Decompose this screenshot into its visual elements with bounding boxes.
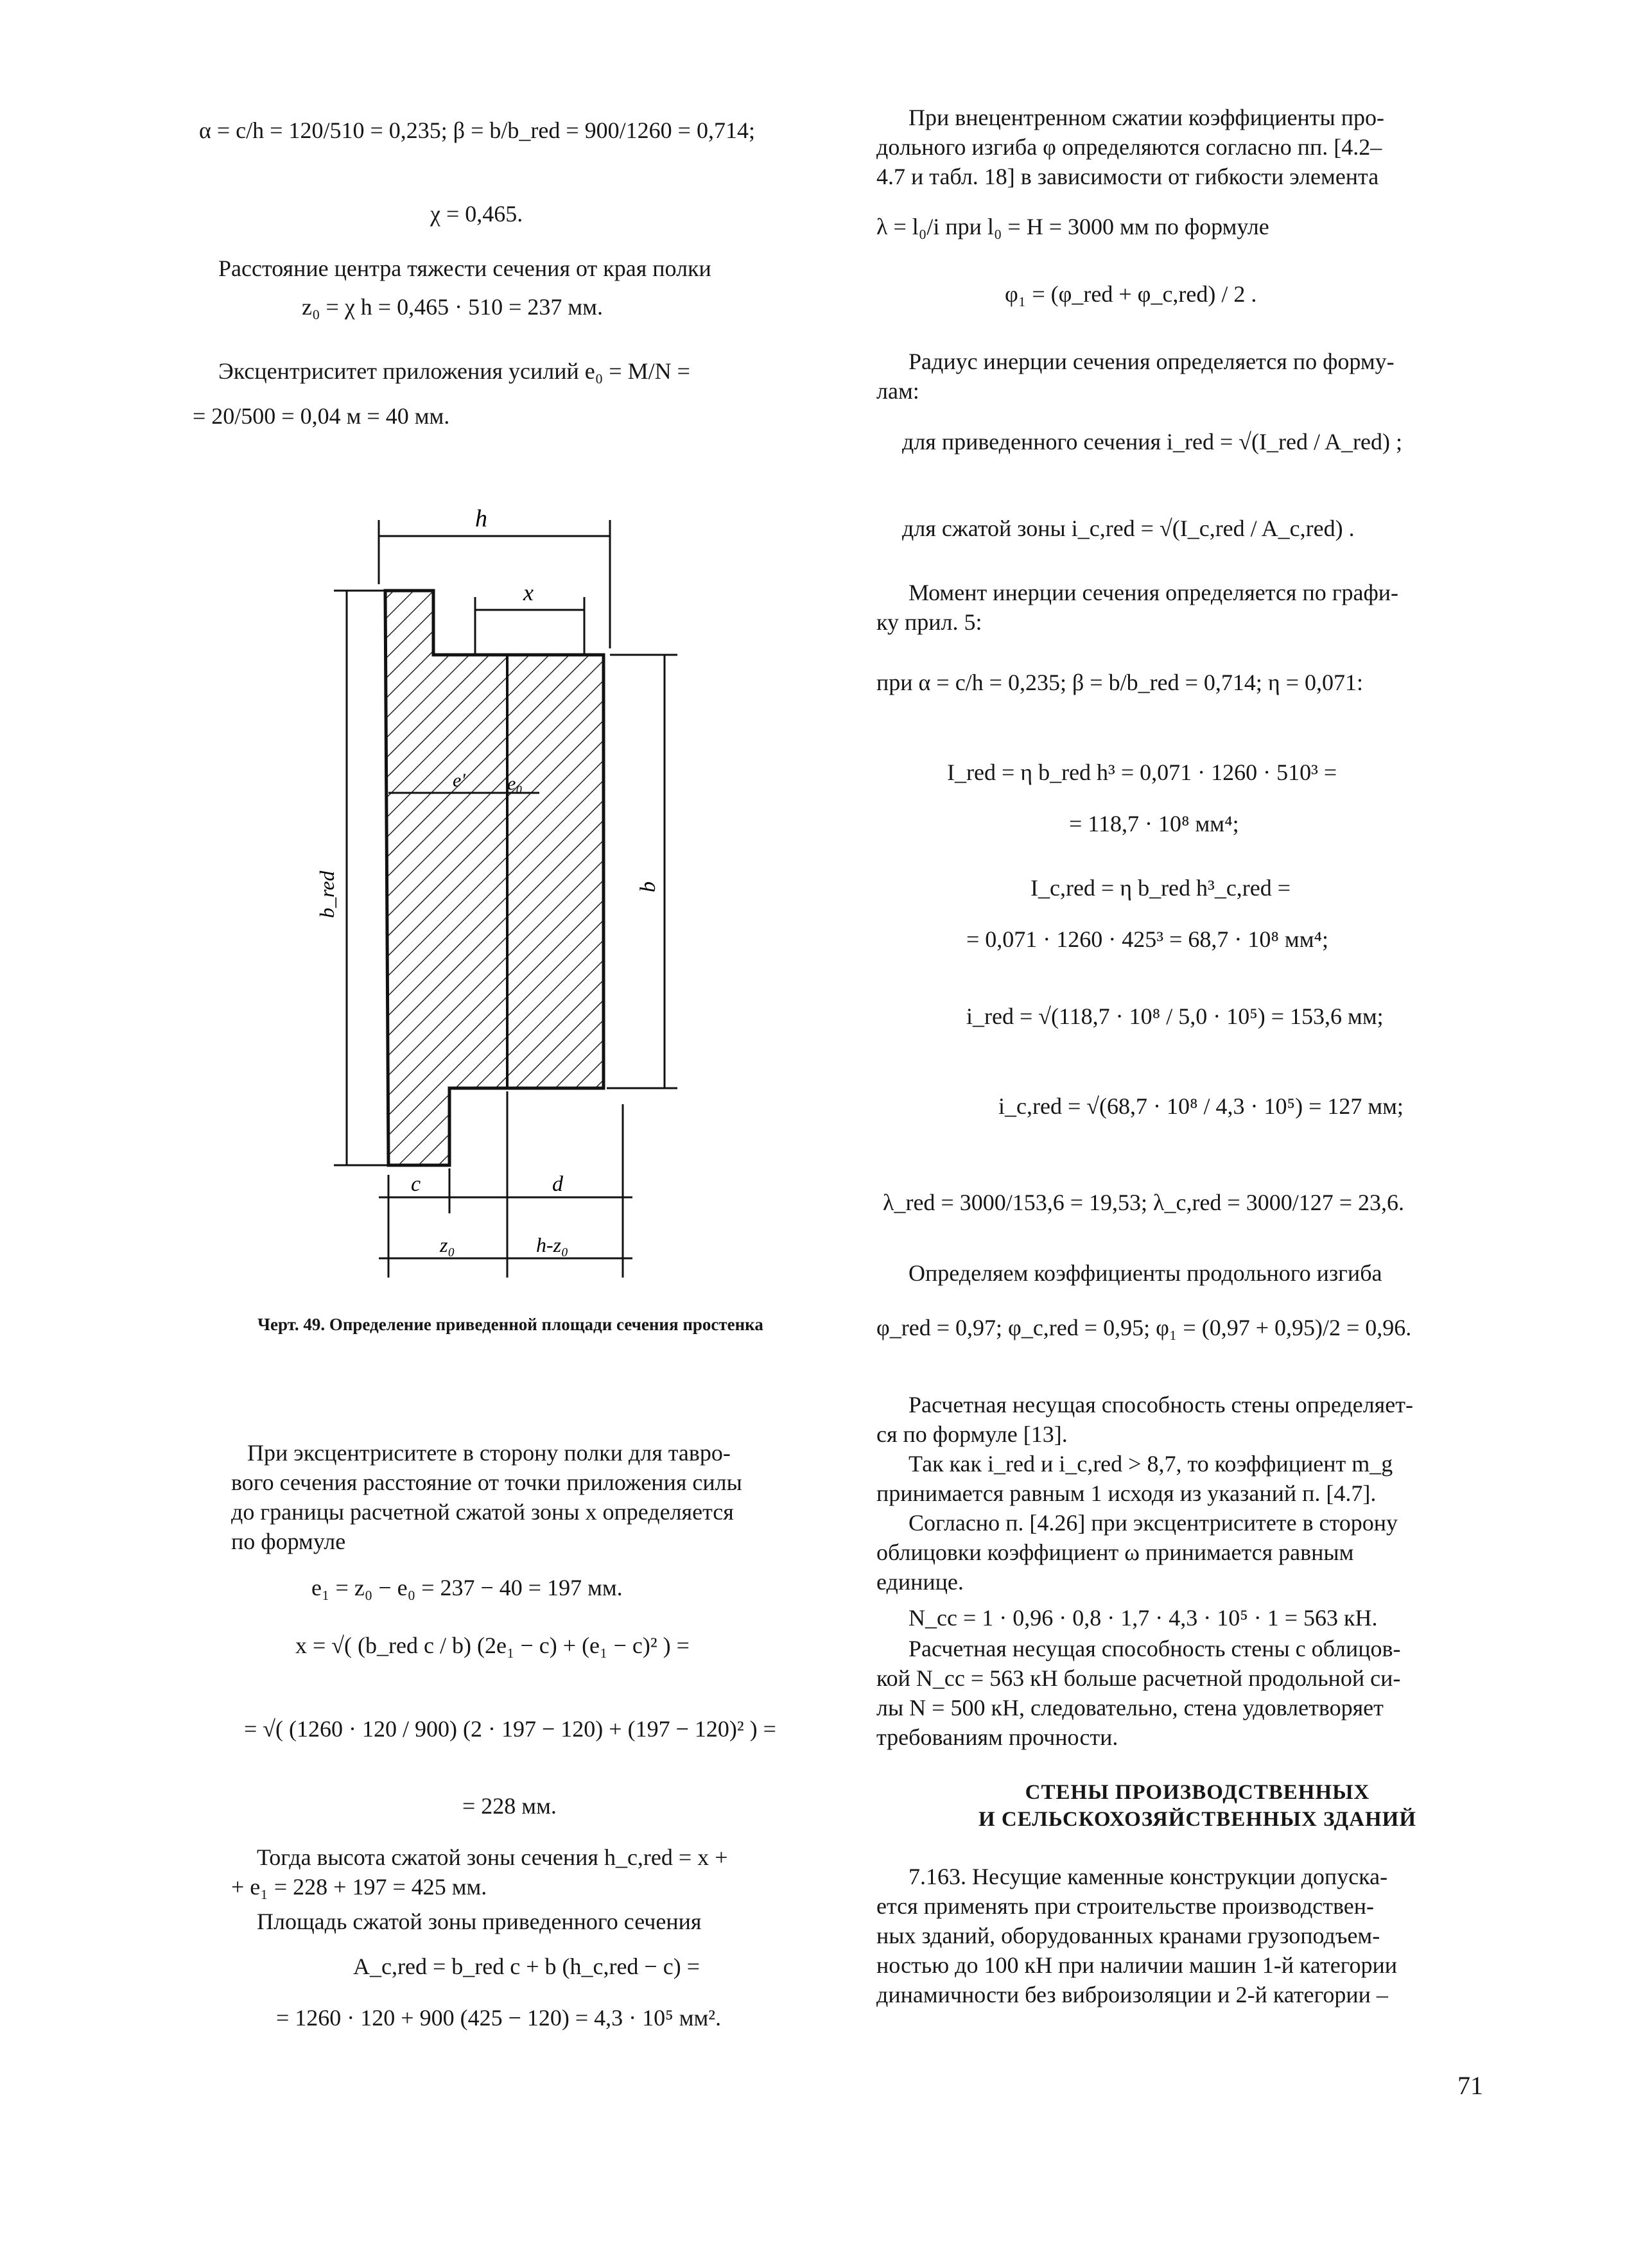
Icred-result: = 0,071 · 1260 · 425³ = 68,7 · 10⁸ мм⁴;: [966, 926, 1329, 952]
label-h-z0: h-z₀: [536, 1233, 569, 1256]
text-line: ется применять при строительстве производствен-: [876, 1893, 1374, 1919]
ired-formula: для приведенного сечения i_red = √(I_red / A_red) ;: [902, 429, 1402, 455]
text-line: 7.163. Несущие каменные конструкции допуска-: [909, 1864, 1388, 1889]
x-formula: x = √( (b_red c / b) (2e₁ − c) + (e₁ − c)² ) =: [295, 1633, 690, 1658]
text-line: Момент инерции сечения определяется по графи-: [909, 580, 1399, 605]
text-line: Так как i_red и i_c,red > 8,7, то коэффициент m_g: [909, 1451, 1393, 1477]
Ired-result: = 118,7 · 10⁸ мм⁴;: [1069, 811, 1239, 837]
text-line: лам:: [876, 378, 919, 404]
label-e0: e₀: [507, 773, 523, 794]
text-line: кой N_cc = 563 кН больше расчетной продольной си-: [876, 1665, 1401, 1691]
text-line: Расчетная несущая способность стены определяет-: [909, 1392, 1413, 1418]
label-z0: z₀: [440, 1233, 455, 1256]
text-line: ностью до 100 кН при наличии машин 1-й категории: [876, 1952, 1398, 1978]
text-line: Согласно п. [4.26] при эксцентриситете в сторону: [909, 1510, 1398, 1536]
area-formula: A_c,red = b_red c + b (h_c,red − c) =: [353, 1954, 700, 1979]
text-line: При внецентренном сжатии коэффициенты про-: [909, 105, 1384, 130]
alpha-beta-formula: α = c/h = 120/510 = 0,235; β = b/b_red = 900/1260 = 0,714;: [199, 117, 755, 143]
t-section-shape: [385, 591, 604, 1165]
Icred-formula: I_c,red = η b_red h³_c,red =: [1030, 875, 1291, 901]
phi-values: φ_red = 0,97; φ_c,red = 0,95; φ₁ = (0,97 + 0,95)/2 = 0,96.: [876, 1315, 1412, 1340]
right-column: [876, 103, 1518, 2029]
text-line: 4.7 и табл. 18] в зависимости от гибкости элемента: [876, 164, 1379, 189]
Ired-formula: I_red = η b_red h³ = 0,071 · 1260 · 510³ =: [947, 759, 1337, 785]
area-result: = 1260 · 120 + 900 (425 − 120) = 4,3 · 10⁵ мм².: [276, 2005, 722, 2031]
text-line: дольного изгиба φ определяются согласно пп. [4.2–: [876, 134, 1382, 160]
z0-formula: z₀ = χ h = 0,465 · 510 = 237 мм.: [302, 294, 603, 320]
left-column-lower: [231, 1438, 822, 2080]
lambda-formula: λ = l₀/i при l₀ = H = 3000 мм по формуле: [876, 214, 1269, 239]
alpha-beta-eta: при α = c/h = 0,235; β = b/b_red = 0,714; η = 0,071:: [876, 670, 1364, 695]
text-line: + e₁ = 228 + 197 = 425 мм.: [231, 1874, 487, 1900]
text-line: динамичности без виброизоляции и 2-й категории –: [876, 1982, 1388, 2007]
label-e-prime: e': [453, 770, 465, 791]
text-line: лы N = 500 кН, следовательно, стена удовлетворяет: [876, 1695, 1384, 1721]
text-line: ных зданий, оборудованных кранами грузоподъем-: [876, 1923, 1380, 1948]
e1-formula: e₁ = z₀ − e₀ = 237 − 40 = 197 мм.: [311, 1575, 623, 1600]
chi-value: χ = 0,465.: [430, 201, 523, 227]
text-line: Площадь сжатой зоны приведенного сечения: [257, 1909, 702, 1934]
text-line: до границы расчетной сжатой зоны x определяется: [231, 1499, 734, 1525]
page-number: 71: [1457, 2071, 1483, 2100]
x-result: = 228 мм.: [462, 1793, 557, 1819]
text-line: требованиям прочности.: [876, 1724, 1118, 1750]
eccentricity-value: = 20/500 = 0,04 м = 40 мм.: [193, 403, 450, 429]
label-bred: b_red: [315, 871, 338, 918]
label-d: d: [552, 1172, 563, 1196]
text-line: ся по формуле [13].: [876, 1421, 1068, 1447]
x-substitution: = √( (1260 · 120 / 900) (2 · 197 − 120) + (197 − 120)² ) =: [244, 1716, 776, 1742]
text-line: Расстояние центра тяжести сечения от края полки: [218, 256, 711, 281]
text-line: облицовки коэффициент ω принимается равным: [876, 1539, 1354, 1565]
phi1-formula: φ₁ = (φ_red + φ_c,red) / 2 .: [1005, 281, 1257, 307]
label-x: x: [523, 580, 534, 605]
section-heading-1: СТЕНЫ ПРОИЗВОДСТВЕННЫХ: [1025, 1781, 1370, 1804]
text-line: Тогда высота сжатой зоны сечения h_c,red = x +: [257, 1844, 728, 1870]
lambda-values: λ_red = 3000/153,6 = 19,53; λ_c,red = 3000/127 = 23,6.: [883, 1190, 1405, 1215]
icred-formula: для сжатой зоны i_c,red = √(I_c,red / A_c,red) .: [902, 516, 1355, 541]
text-line: единице.: [876, 1569, 964, 1595]
label-h: h: [475, 505, 487, 532]
text-line: по формуле: [231, 1529, 346, 1554]
ncc-formula: N_cc = 1 · 0,96 · 0,8 · 1,7 · 4,3 · 10⁵ · 1 = 563 кН.: [909, 1605, 1378, 1631]
label-b: b: [636, 881, 660, 892]
figure-caption: Черт. 49. Определение приведенной площади сечения простенка: [257, 1315, 763, 1334]
text-line: принимается равным 1 исходя из указаний п. [4.7].: [876, 1480, 1377, 1506]
text-line: При эксцентриситете в сторону полки для тавро-: [247, 1440, 731, 1466]
icred-result: i_c,red = √(68,7 · 10⁸ / 4,3 · 10⁵) = 127 мм;: [998, 1093, 1404, 1119]
text-line: Радиус инерции сечения определяется по форму-: [909, 349, 1395, 374]
text-line: ку прил. 5:: [876, 609, 982, 635]
ired-result: i_red = √(118,7 · 10⁸ / 5,0 · 10⁵) = 153,6 мм;: [966, 1003, 1384, 1029]
text-line: вого сечения расстояние от точки приложения силы: [231, 1470, 742, 1495]
text-line: Определяем коэффициенты продольного изгиба: [909, 1260, 1382, 1286]
text-line: Расчетная несущая способность стены с облицов-: [909, 1636, 1401, 1661]
section-heading-2: И СЕЛЬСКОХОЗЯЙСТВЕННЫХ ЗДАНИЙ: [978, 1808, 1417, 1831]
section-figure: [270, 494, 835, 1278]
label-c: c: [411, 1172, 421, 1196]
eccentricity-line: Эксцентриситет приложения усилий e₀ = M/N =: [218, 358, 690, 384]
